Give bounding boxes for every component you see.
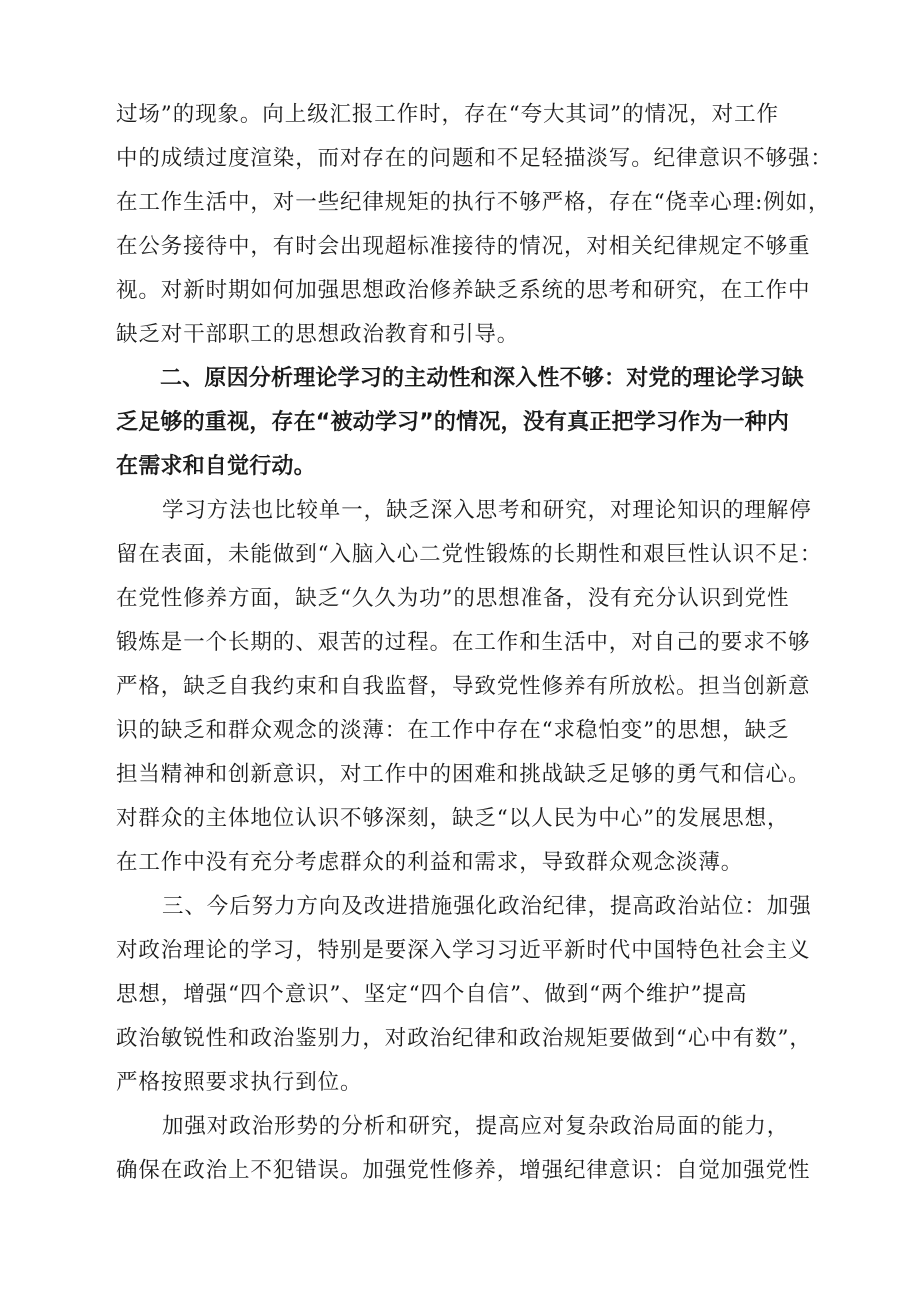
text-line: 锻炼是一个长期的、艰苦的过程。在工作和生活中，对自己的要求不够 bbox=[116, 630, 811, 655]
text-line: 加强对政治形势的分析和研究，提高应对复杂政治局面的能力， bbox=[162, 1114, 790, 1139]
text-line: 在工作生活中，对一些纪律规矩的执行不够严格，存在“侥幸心理:例如， bbox=[116, 190, 831, 215]
text-line: 确保在政治上不犯错误。加强党性修养，增强纪律意识：自觉加强党性 bbox=[116, 1158, 811, 1183]
text-line: 过场”的现象。向上级汇报工作时，存在“夸大其词”的情况，对工作 bbox=[116, 102, 779, 127]
text-line: 严格按照要求执行到位。 bbox=[116, 1070, 363, 1095]
text-line: 学习方法也比较单一，缺乏深入思考和研究，对理论知识的理解停 bbox=[162, 498, 812, 523]
text-line: 对群众的主体地位认识不够深刻，缺乏“以人民为中心”的发展思想， bbox=[116, 806, 790, 831]
section-heading-line: 乏足够的重视，存在“被动学习”的情况，没有真正把学习作为一种内 bbox=[116, 410, 790, 435]
text-line: 视。对新时期如何加强思想政治修养缺乏系统的思考和研究，在工作中 bbox=[116, 278, 811, 303]
text-line: 缺乏对干部职工的思想政治教育和引导。 bbox=[116, 322, 520, 347]
text-line: 政治敏锐性和政治鉴别力，对政治纪律和政治规矩要做到“心中有数”， bbox=[116, 1026, 812, 1051]
section-heading-line: 二、原因分析理论学习的主动性和深入性不够：对党的理论学习缺 bbox=[160, 366, 804, 391]
text-line: 在工作中没有充分考虑群众的利益和需求，导致群众观念淡薄。 bbox=[116, 850, 744, 875]
text-line: 对政治理论的学习，特别是要深入学习习近平新时代中国特色社会主义 bbox=[116, 938, 811, 963]
section-heading-line: 在需求和自觉行动。 bbox=[116, 454, 316, 479]
text-line: 三、今后努力方向及改进措施强化政治纪律，提高政治站位：加强 bbox=[162, 894, 812, 919]
text-line: 严格，缺乏自我约束和自我监督，导致党性修养有所放松。担当创新意 bbox=[116, 674, 811, 699]
text-line: 在公务接待中，有时会出现超标准接待的情况，对相关纪律规定不够重 bbox=[116, 234, 811, 259]
text-line: 思想，增强“四个意识”、坚定“四个自信”、做到“两个维护”提高 bbox=[116, 982, 748, 1007]
text-line: 留在表面，未能做到“入脑入心二党性锻炼的长期性和艰巨性认识不足： bbox=[116, 542, 823, 567]
text-line: 担当精神和创新意识，对工作中的困难和挑战缺乏足够的勇气和信心。 bbox=[116, 762, 811, 787]
text-line: 在党性修养方面，缺乏“久久为功”的思想准备，没有充分认识到党性 bbox=[116, 586, 790, 611]
text-line: 识的缺乏和群众观念的淡薄：在工作中存在“求稳怕变”的思想，缺乏 bbox=[116, 718, 790, 743]
text-line: 中的成绩过度渲染，而对存在的问题和不足轻描淡写。纪律意识不够强： bbox=[116, 146, 833, 171]
